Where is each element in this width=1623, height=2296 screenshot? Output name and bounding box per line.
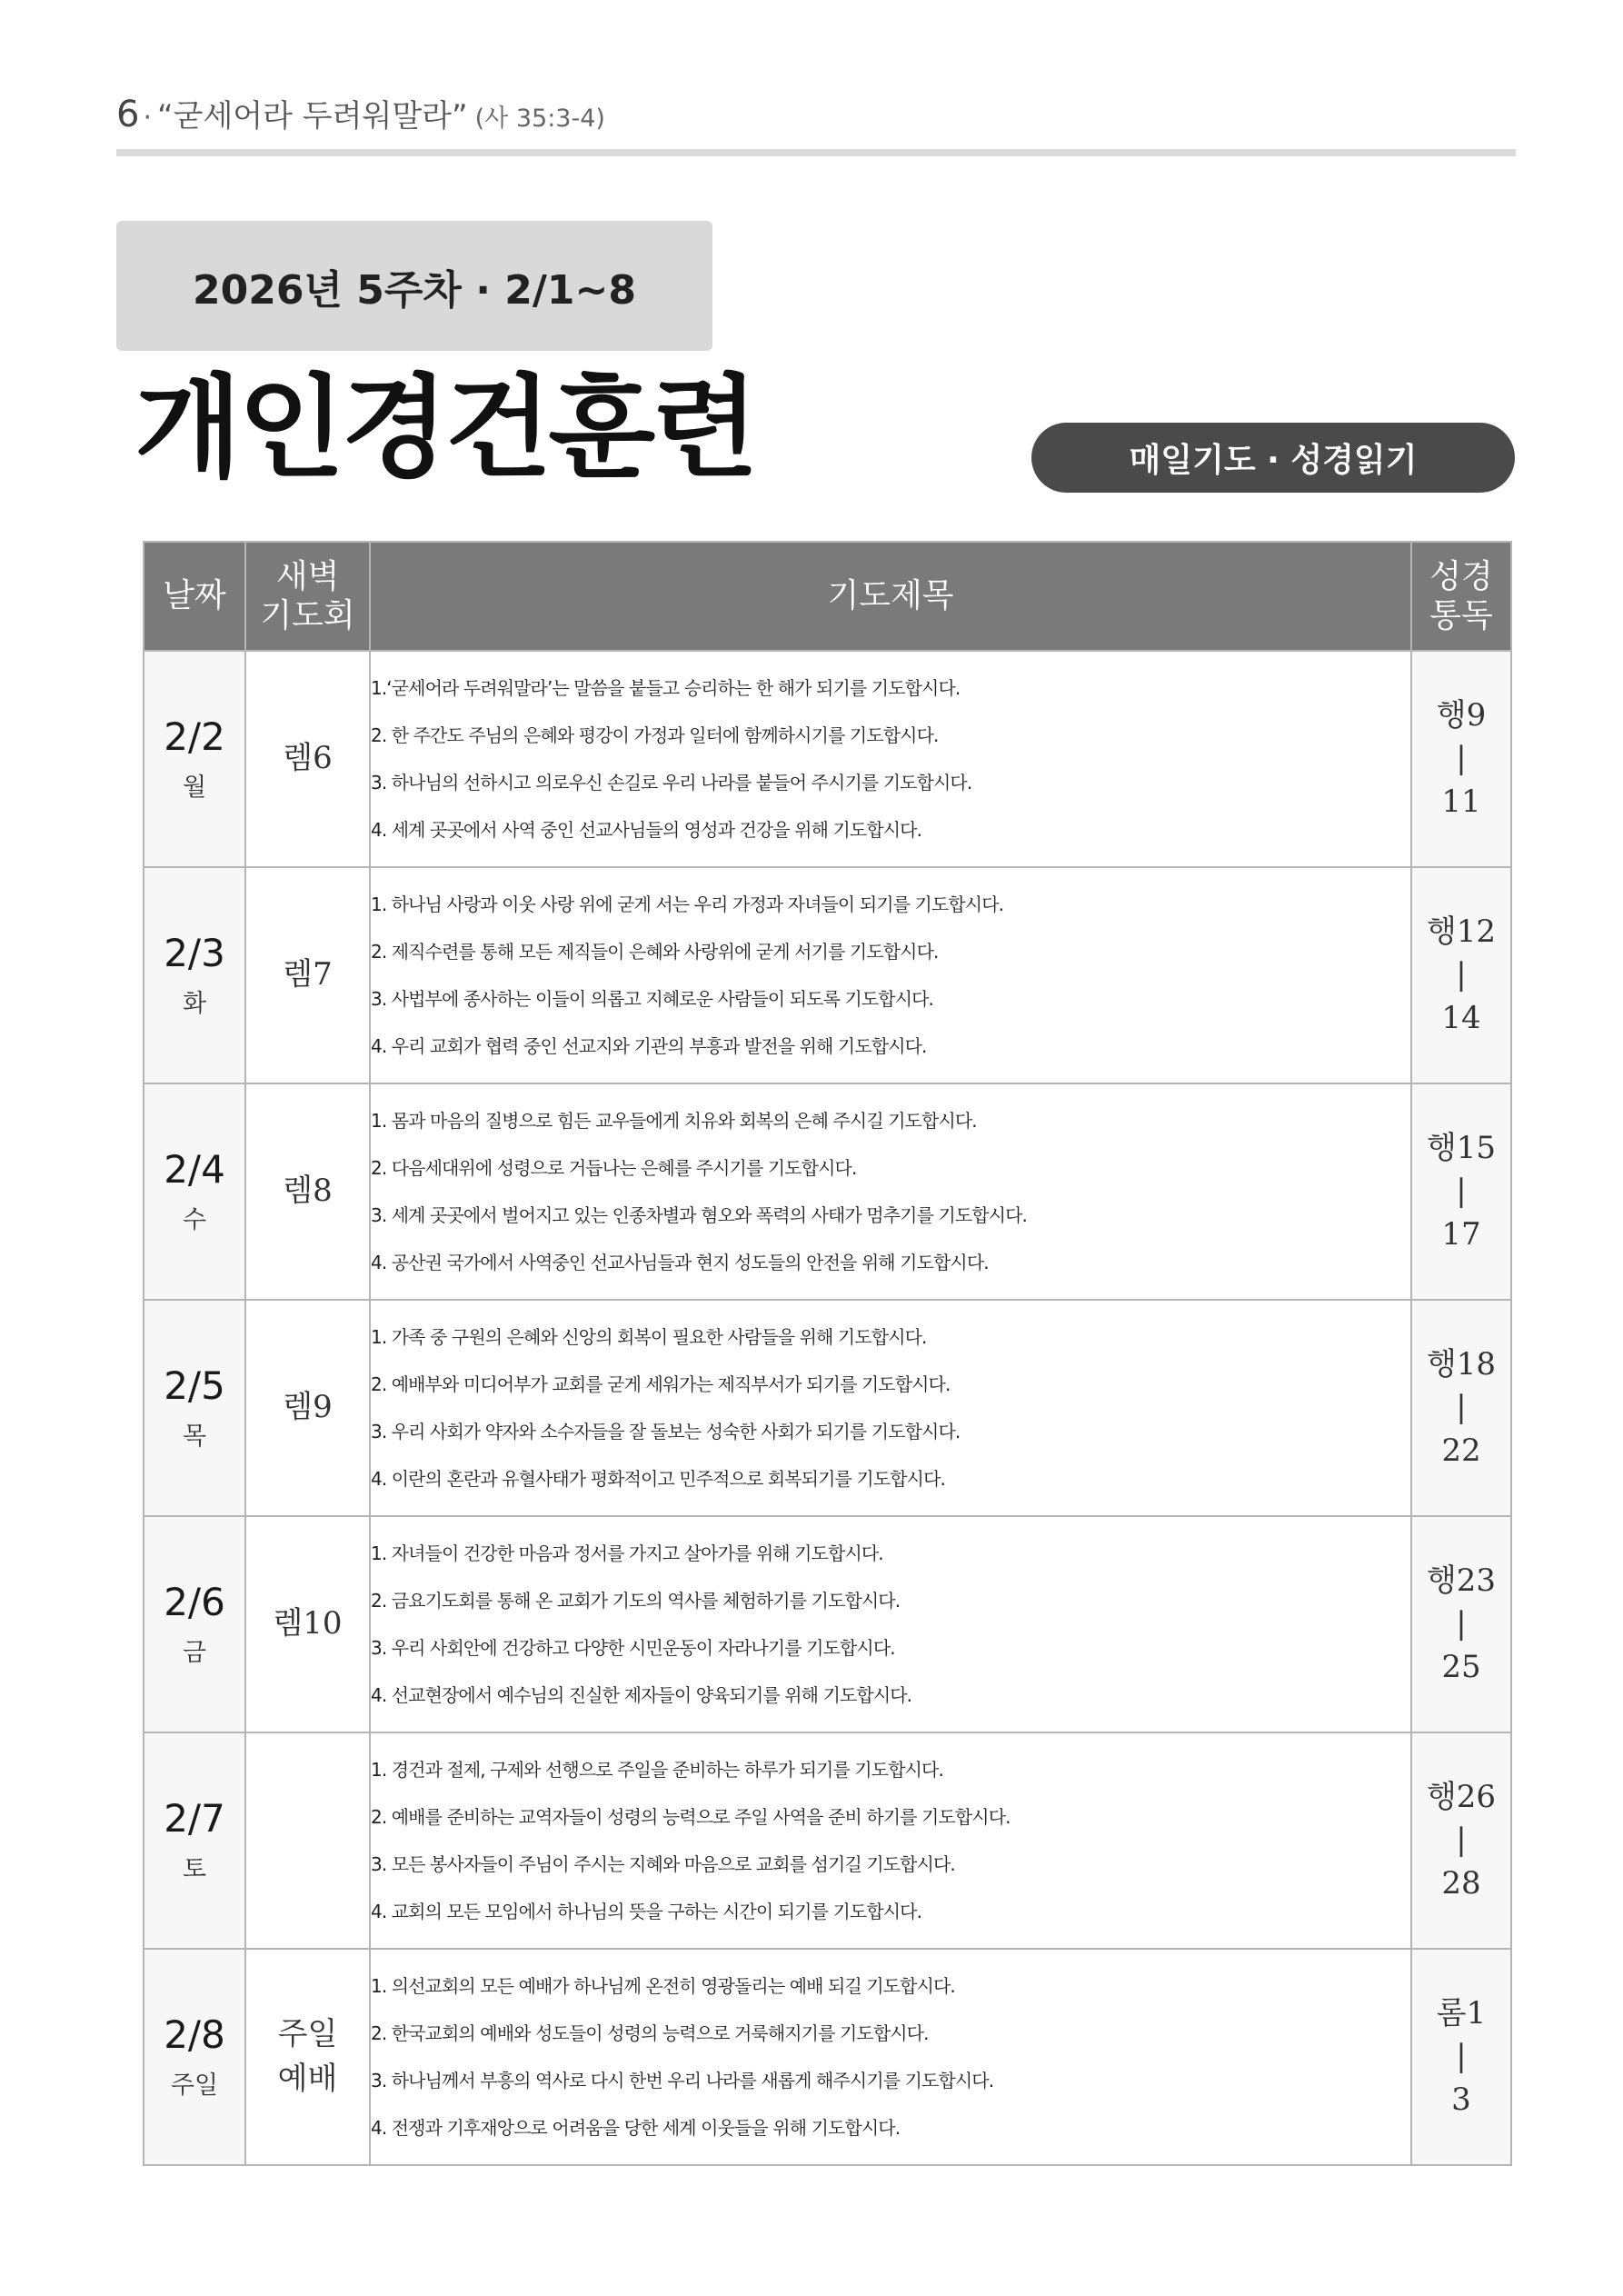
bible-reading-cell (1411, 867, 1511, 1083)
prayer-item: 2. 예배부와 미디어부가 교회를 굳게 세워가는 제직부서가 되기를 기도합시다. (371, 1373, 951, 1395)
prayer-topics-cell (370, 1732, 1411, 1949)
header-reference: (사 35:3-4) (474, 105, 605, 133)
bible-start: 행23 (1426, 1562, 1497, 1599)
prayer-item: 3. 세계 곳곳에서 벌어지고 있는 인종차별과 혐오와 폭력의 사태가 멈추기를 기도합시다. (371, 1204, 1028, 1226)
header-bible-reading: 성경 통독 (1411, 542, 1511, 651)
early-prayer-cell (245, 1516, 370, 1732)
bible-reading-cell (1411, 651, 1511, 867)
date-cell (144, 1300, 245, 1516)
weekday: 토 (182, 1854, 207, 1883)
table-row (144, 1732, 1511, 1949)
prayer-item: 1. 몸과 마음의 질병으로 힘든 교우들에게 치유와 회복의 은혜 주시길 기도합시다. (371, 1110, 977, 1132)
bible-sep: | (1456, 1605, 1467, 1642)
prayer-item: 1. 가족 중 구원의 은혜와 신앙의 회복이 필요한 사람들을 위해 기도합시다. (371, 1326, 927, 1348)
bible-end: 14 (1441, 999, 1481, 1036)
prayer-topics-cell (370, 1300, 1411, 1516)
date-cell (144, 1732, 245, 1949)
bible-sep: | (1456, 740, 1467, 777)
early-prayer-text: 렘6 (283, 740, 333, 777)
weekday: 화 (182, 989, 207, 1018)
date: 2/6 (164, 1580, 225, 1625)
weekday: 금 (182, 1638, 207, 1667)
bible-end: 22 (1441, 1432, 1481, 1469)
header-separator: · (143, 102, 152, 134)
table-header-row (144, 542, 1511, 651)
prayer-item: 4. 교회의 모든 모임에서 하나님의 뜻을 구하는 시간이 되기를 기도합시다. (371, 1901, 922, 1922)
prayer-topics-cell (370, 651, 1411, 867)
bible-reading-cell (1411, 1516, 1511, 1732)
date-cell (144, 651, 245, 867)
prayer-item: 3. 우리 사회가 약자와 소수자들을 잘 돌보는 성숙한 사회가 되기를 기도합시다. (371, 1421, 961, 1442)
weekday: 주일 (170, 2071, 219, 2100)
date: 2/8 (164, 2012, 225, 2058)
bible-start: 행12 (1426, 913, 1497, 950)
bible-end: 11 (1441, 783, 1481, 820)
early-prayer-text: 주일 (277, 2015, 338, 2052)
week-label: 2026년 5주차 · 2/1~8 (116, 221, 712, 351)
header-early-prayer: 새벽 기도회 (245, 542, 370, 651)
prayer-item: 4. 공산권 국가에서 사역중인 선교사님들과 현지 성도들의 안전을 위해 기도합시다. (371, 1252, 989, 1273)
bible-start: 행15 (1426, 1129, 1497, 1166)
header-topics: 기도제목 (370, 542, 1411, 651)
prayer-item: 4. 선교현장에서 예수님의 진실한 제자들이 양육되기를 위해 기도합시다. (371, 1684, 912, 1706)
bible-reading-cell (1411, 1300, 1511, 1516)
table-row (144, 1083, 1511, 1300)
prayer-item: 2. 한국교회의 예배와 성도들이 성령의 능력으로 거룩해지기를 기도합시다. (371, 2022, 929, 2044)
bible-end: 3 (1451, 2081, 1471, 2118)
early-prayer-text: 예배 (277, 2061, 338, 2097)
early-prayer-cell (245, 1083, 370, 1300)
early-prayer-cell (245, 1300, 370, 1516)
early-prayer-text: 렘8 (283, 1173, 333, 1210)
bible-sep: | (1456, 1173, 1467, 1210)
early-prayer-cell (245, 867, 370, 1083)
page-title: 개인경건훈련 (134, 364, 756, 493)
prayer-item: 2. 예배를 준비하는 교역자들이 성령의 능력으로 주일 사역을 준비 하기를 기도합시다. (371, 1806, 1011, 1828)
table-row (144, 1516, 1511, 1732)
bible-sep: | (1456, 2038, 1467, 2075)
date: 2/2 (164, 714, 225, 760)
date: 2/3 (164, 931, 225, 976)
prayer-item: 1. 경건과 절제, 구제와 선행으로 주일을 준비하는 하루가 되기를 기도합시다. (371, 1759, 943, 1781)
bible-sep: | (1456, 1389, 1467, 1426)
bible-sep: | (1456, 956, 1467, 993)
date: 2/7 (164, 1796, 225, 1842)
bible-reading-cell (1411, 1732, 1511, 1949)
bible-start: 행18 (1426, 1345, 1497, 1383)
prayer-item: 4. 전쟁과 기후재앙으로 어려움을 당한 세계 이웃들을 위해 기도합시다. (371, 2117, 901, 2139)
date: 2/4 (164, 1147, 225, 1193)
bible-end: 25 (1441, 1648, 1481, 1685)
early-prayer-text: 렘10 (273, 1605, 343, 1642)
prayer-table (143, 541, 1512, 2166)
prayer-topics-cell (370, 1949, 1411, 2165)
bible-end: 28 (1441, 1864, 1481, 1902)
prayer-item: 1.‘굳세어라 두려워말라’는 말씀을 붙들고 승리하는 한 해가 되기를 기도합시다. (371, 677, 961, 699)
running-header (116, 91, 1516, 135)
date: 2/5 (164, 1363, 225, 1409)
weekday: 수 (182, 1205, 207, 1234)
prayer-item: 1. 의선교회의 모든 예배가 하나님께 온전히 영광돌리는 예배 되길 기도합시다. (371, 1975, 955, 1997)
bible-reading-cell (1411, 1083, 1511, 1300)
early-prayer-text: 렘9 (283, 1389, 333, 1426)
early-prayer-cell (245, 651, 370, 867)
date-cell (144, 1516, 245, 1732)
table-row (144, 651, 1511, 867)
early-prayer-cell (245, 1732, 370, 1949)
prayer-item: 4. 이란의 혼란과 유혈사태가 평화적이고 민주적으로 회복되기를 기도합시다. (371, 1468, 945, 1490)
weekday: 목 (182, 1422, 207, 1451)
prayer-item: 4. 우리 교회가 협력 중인 선교지와 기관의 부흥과 발전을 위해 기도합시다. (371, 1035, 927, 1057)
header-divider (116, 149, 1516, 156)
prayer-item: 2. 한 주간도 주님의 은혜와 평강이 가정과 일터에 함께하시기를 기도합시다. (371, 724, 939, 746)
prayer-item: 1. 하나님 사랑과 이웃 사랑 위에 굳게 서는 우리 가정과 자녀들이 되기를 기도합시다. (371, 893, 1004, 915)
header-motto: “굳세어라 두려워말라” (157, 98, 468, 135)
bible-sep: | (1456, 1822, 1467, 1859)
prayer-item: 3. 하나님께서 부흥의 역사로 다시 한번 우리 나라를 새롭게 해주시기를 기도합시다. (371, 2070, 994, 2091)
prayer-topics-cell (370, 1083, 1411, 1300)
prayer-topics-cell (370, 1516, 1411, 1732)
early-prayer-cell (245, 1949, 370, 2165)
bible-reading-cell (1411, 1949, 1511, 2165)
prayer-item: 2. 제직수련를 통해 모든 제직들이 은혜와 사랑위에 굳게 서기를 기도합시다. (371, 941, 939, 963)
prayer-item: 2. 금요기도회를 통해 온 교회가 기도의 역사를 체험하기를 기도합시다. (371, 1590, 901, 1612)
table-row (144, 867, 1511, 1083)
date-cell (144, 1083, 245, 1300)
prayer-item: 4. 세계 곳곳에서 사역 중인 선교사님들의 영성과 건강을 위해 기도합시다. (371, 819, 922, 841)
table-row (144, 1949, 1511, 2165)
prayer-item: 3. 모든 봉사자들이 주님이 주시는 지혜와 마음으로 교회를 섬기길 기도합시다. (371, 1853, 955, 1875)
prayer-item: 1. 자녀들이 건강한 마음과 정서를 가지고 살아가를 위해 기도합시다. (371, 1542, 883, 1564)
prayer-topics-cell (370, 867, 1411, 1083)
bible-start: 행26 (1426, 1778, 1497, 1815)
prayer-item: 3. 하나님의 선하시고 의로우신 손길로 우리 나라를 붙들어 주시기를 기도합시다. (371, 772, 972, 794)
early-prayer-text: 렘7 (283, 956, 333, 993)
prayer-item: 3. 우리 사회안에 건강하고 다양한 시민운동이 자라나기를 기도합시다. (371, 1637, 895, 1659)
header-date: 날짜 (144, 542, 245, 651)
page-number: 6 (116, 94, 140, 135)
prayer-item: 2. 다음세대위에 성령으로 거듭나는 은혜를 주시기를 기도합시다. (371, 1157, 857, 1179)
date-cell (144, 867, 245, 1083)
weekday: 월 (182, 773, 207, 802)
bible-start: 롬1 (1436, 1994, 1487, 2031)
bible-end: 17 (1441, 1215, 1481, 1253)
prayer-item: 3. 사법부에 종사하는 이들이 의롭고 지혜로운 사람들이 되도록 기도합시다. (371, 988, 933, 1010)
table-row (144, 1300, 1511, 1516)
bible-start: 행9 (1436, 696, 1487, 734)
subtitle-pill: 매일기도 · 성경읽기 (1031, 423, 1515, 493)
date-cell (144, 1949, 245, 2165)
